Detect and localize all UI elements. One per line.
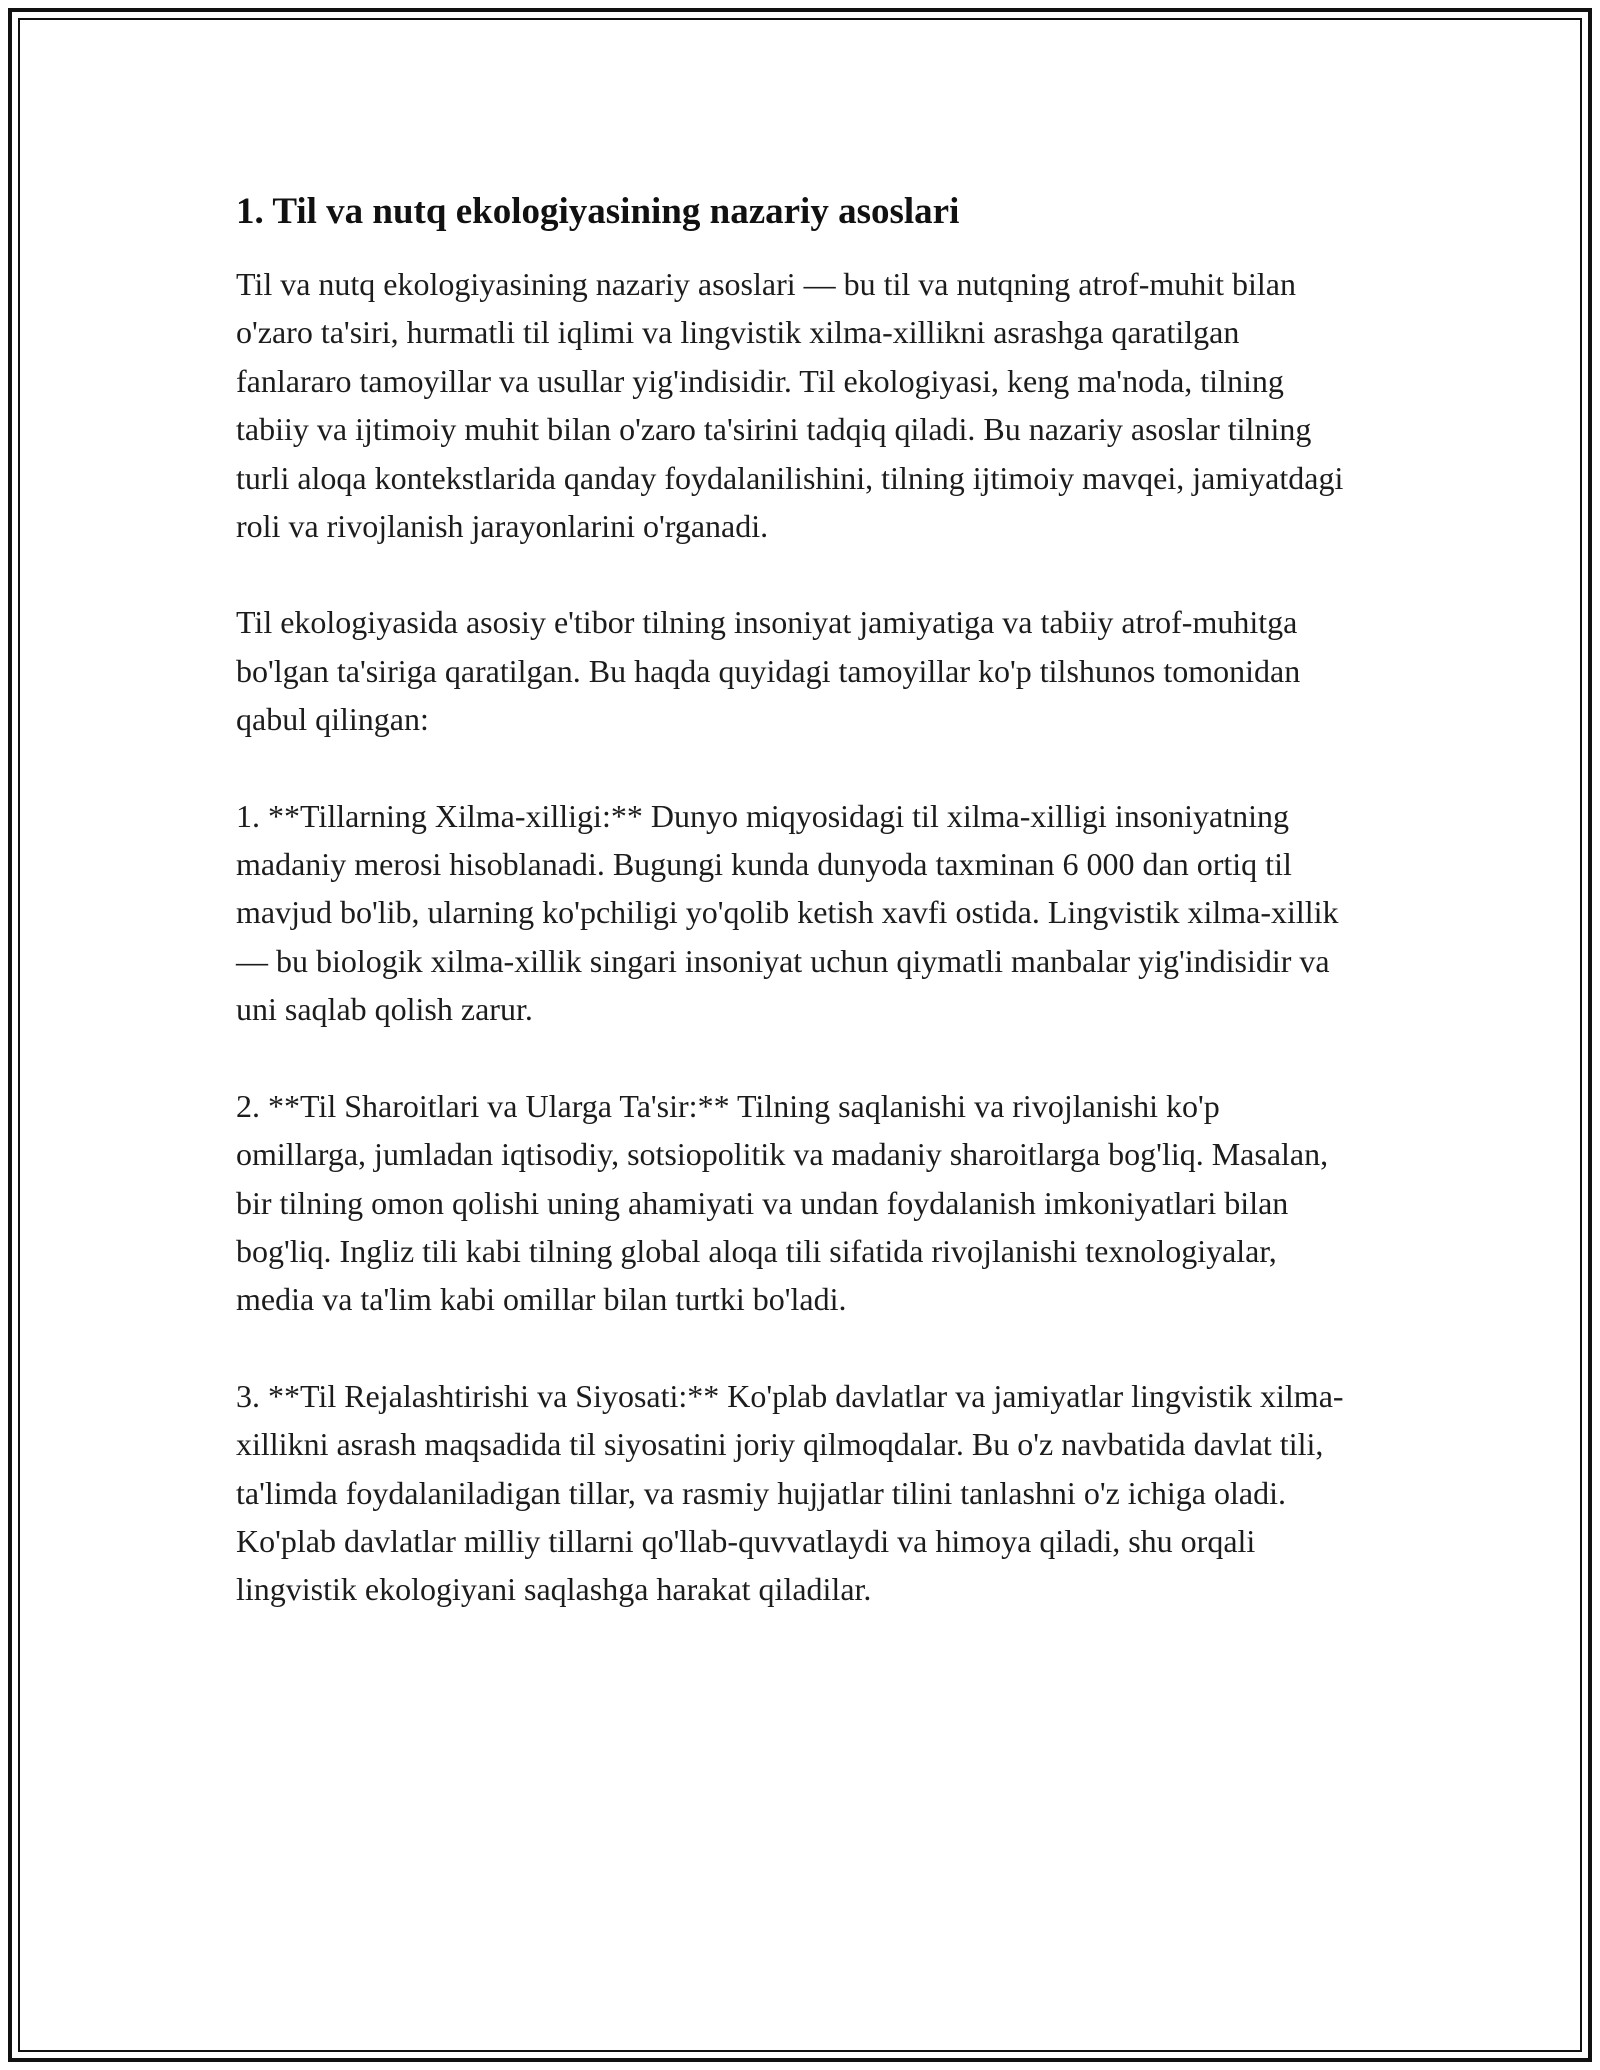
principles-intro-paragraph: Til ekologiyasida asosiy e'tibor tilning insoniyat jamiyatiga va tabiiy atrof-muhitga bo'lgan ta'siriga qaratilgan. Bu haqda quyidagi tamoyillar ko'p tilshunos tomonidan qabul qilingan: — [236, 604, 1301, 738]
section-heading: 1. Til va nutq ekologiyasining nazariy asoslari — [236, 191, 960, 232]
intro-paragraph: Til va nutq ekologiyasining nazariy asoslari — bu til va nutqning atrof-muhit bilan o'zaro ta'siri, hurmatli til iqlimi va lingvistik xilma-xillikni asrashga qaratilgan fanlararo tamoyillar va usullar yig'indisidir. Til ekologiyasi, keng ma'noda, tilning tabiiy va ijtimoiy muhit bilan o'zaro ta'sirini tadqiq qiladi. Bu nazariy asoslar tilning turli aloqa kontekstlarida qanday foydalanilishini, tilning ijtimoiy mavqei, jamiyatdagi roli va rivojlanish jarayonlarini o'rganadi. — [236, 266, 1344, 545]
principle-2-paragraph: 2. **Til Sharoitlari va Ularga Ta'sir:** Tilning saqlanishi va rivojlanishi ko'p omillarga, jumladan iqtisodiy, sotsiopolitik va madaniy sharoitlarga bog'liq. Masalan, bir tilning omon qolishi uning ahamiyati va undan foydalanish imkoniyatlari bilan bog'liq. Ingliz tili kabi tilning global aloqa tili sifatida rivojlanishi texnologiyalar, media va ta'lim kabi omillar bilan turtki bo'ladi. — [236, 1087, 1329, 1318]
document-body — [236, 188, 1346, 1662]
principle-1-paragraph: 1. **Tillarning Xilma-xilligi:** Dunyo miqyosidagi til xilma-xilligi insoniyatning madaniy merosi hisoblanadi. Bugungi kunda dunyoda taxminan 6 000 dan ortiq til mavjud bo'lib, ularning ko'pchiligi yo'qolib ketish xavfi ostida. Lingvistik xilma-xillik — bu biologik xilma-xillik singari insoniyat uchun qiymatli manbalar yig'indisidir va uni saqlab qolish zarur. — [236, 797, 1339, 1028]
principle-3-paragraph: 3. **Til Rejalashtirishi va Siyosati:** Ko'plab davlatlar va jamiyatlar lingvistik xilma-xillikni asrash maqsadida til siyosatini joriy qilmoqdalar. Bu o'z navbatida davlat tili, ta'limda foydalaniladigan tillar, va rasmiy hujjatlar tilini tanlashni o'z ichiga oladi. Ko'plab davlatlar milliy tillarni qo'llab-quvvatlaydi va himoya qiladi, shu orqali lingvistik ekologiyani saqlashga harakat qiladilar. — [236, 1377, 1344, 1608]
